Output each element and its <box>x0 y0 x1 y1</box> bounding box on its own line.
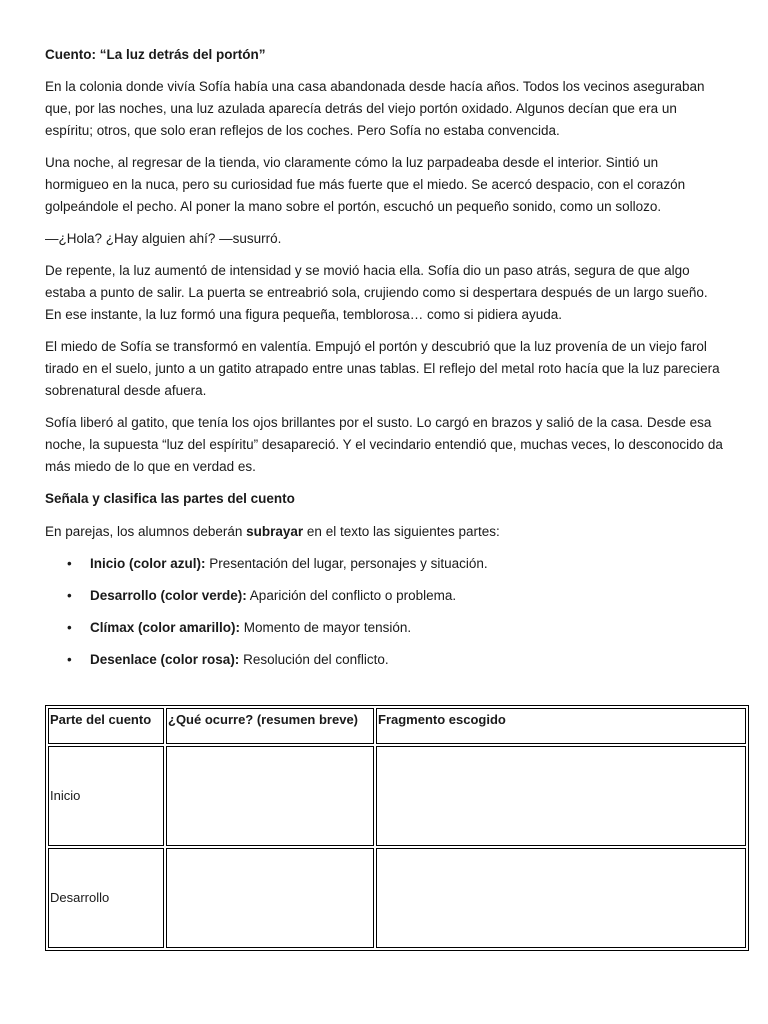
part-description: Resolución del conflicto. <box>239 652 389 667</box>
part-description: Aparición del conflicto o problema. <box>246 588 457 603</box>
story-paragraph-4: De repente, la luz aumentó de intensidad y se movió hacia ella. Sofía dio un paso atrás, segura de que algo estaba a punto de salir. La puerta se entreabrió sola, crujiendo como si despertara después de un largo sueño. En ese instante, la luz formó una figura pequeña, temblorosa… como si pidiera ayuda. <box>45 263 708 322</box>
instruction-text-end: en el texto las siguientes partes: <box>303 524 500 539</box>
story-paragraph-6: Sofía liberó al gatito, que tenía los ojos brillantes por el susto. Lo cargó en brazos y salió de la casa. Desde esa noche, la supuesta “luz del espíritu” desapareció. Y el vecindario entendió que, muchas veces, lo desconocido da más miedo de lo que en verdad es. <box>45 415 723 474</box>
list-item <box>45 553 725 575</box>
story-paragraph-5: El miedo de Sofía se transformó en valentía. Empujó el portón y descubrió que la luz provenía de un viejo farol tirado en el suelo, junto a un gatito atrapado entre unas tablas. El reflejo del metal roto hacía que la luz pareciera sobrenatural desde afuera. <box>45 339 720 398</box>
story-paragraph-2: Una noche, al regresar de la tienda, vio claramente cómo la luz parpadeaba desde el interior. Sintió un hormigueo en la nuca, pero su curiosidad fue más fuerte que el miedo. Se acercó despacio, con el corazón golpeándole el pecho. Al poner la mano sobre el portón, escuchó un pequeño sonido, como un sollozo. <box>45 155 686 214</box>
part-description: Presentación del lugar, personajes y situación. <box>205 556 488 571</box>
list-item <box>45 617 725 639</box>
bullet-icon: • <box>67 620 72 635</box>
header-fragment: Fragmento escogido <box>376 708 746 744</box>
header-summary: ¿Qué ocurre? (resumen breve) <box>166 708 374 744</box>
cell-summary[interactable] <box>166 848 374 948</box>
cell-summary[interactable] <box>166 746 374 846</box>
part-label: Inicio (color azul): <box>90 556 206 571</box>
activity-title: Señala y clasifica las partes del cuento <box>45 491 295 506</box>
cell-part-name: Desarrollo <box>48 848 164 948</box>
story-paragraph-1: En la colonia donde vivía Sofía había una casa abandonada desde hacía años. Todos los vecinos aseguraban que, por las noches, una luz azulada aparecía detrás del viejo portón oxidado. Algunos decían que era un espíritu; otros, que solo eran reflejos de los coches. Pero Sofía no estaba convencida. <box>45 79 705 138</box>
activity-instruction <box>45 521 725 543</box>
table-row <box>48 848 746 948</box>
bullet-icon: • <box>67 556 72 571</box>
cell-part-name: Inicio <box>48 746 164 846</box>
part-label: Desarrollo (color verde): <box>90 588 247 603</box>
list-item <box>45 585 725 607</box>
story-parts-table <box>45 705 749 951</box>
table-row <box>48 746 746 846</box>
cell-fragment[interactable] <box>376 746 746 846</box>
list-item <box>45 649 725 671</box>
bullet-icon: • <box>67 652 72 667</box>
document-page <box>45 44 725 681</box>
instruction-emphasis: subrayar <box>246 524 304 539</box>
instruction-text-start: En parejas, los alumnos deberán <box>45 524 247 539</box>
bullet-icon: • <box>67 588 72 603</box>
story-parts-list <box>45 553 725 671</box>
header-part: Parte del cuento <box>48 708 164 744</box>
story-title: Cuento: “La luz detrás del portón” <box>45 47 266 62</box>
part-label: Desenlace (color rosa): <box>90 652 240 667</box>
part-description: Momento de mayor tensión. <box>240 620 412 635</box>
part-label: Clímax (color amarillo): <box>90 620 241 635</box>
story-paragraph-3: —¿Hola? ¿Hay alguien ahí? —susurró. <box>45 231 282 246</box>
cell-fragment[interactable] <box>376 848 746 948</box>
table-header-row <box>48 708 746 744</box>
